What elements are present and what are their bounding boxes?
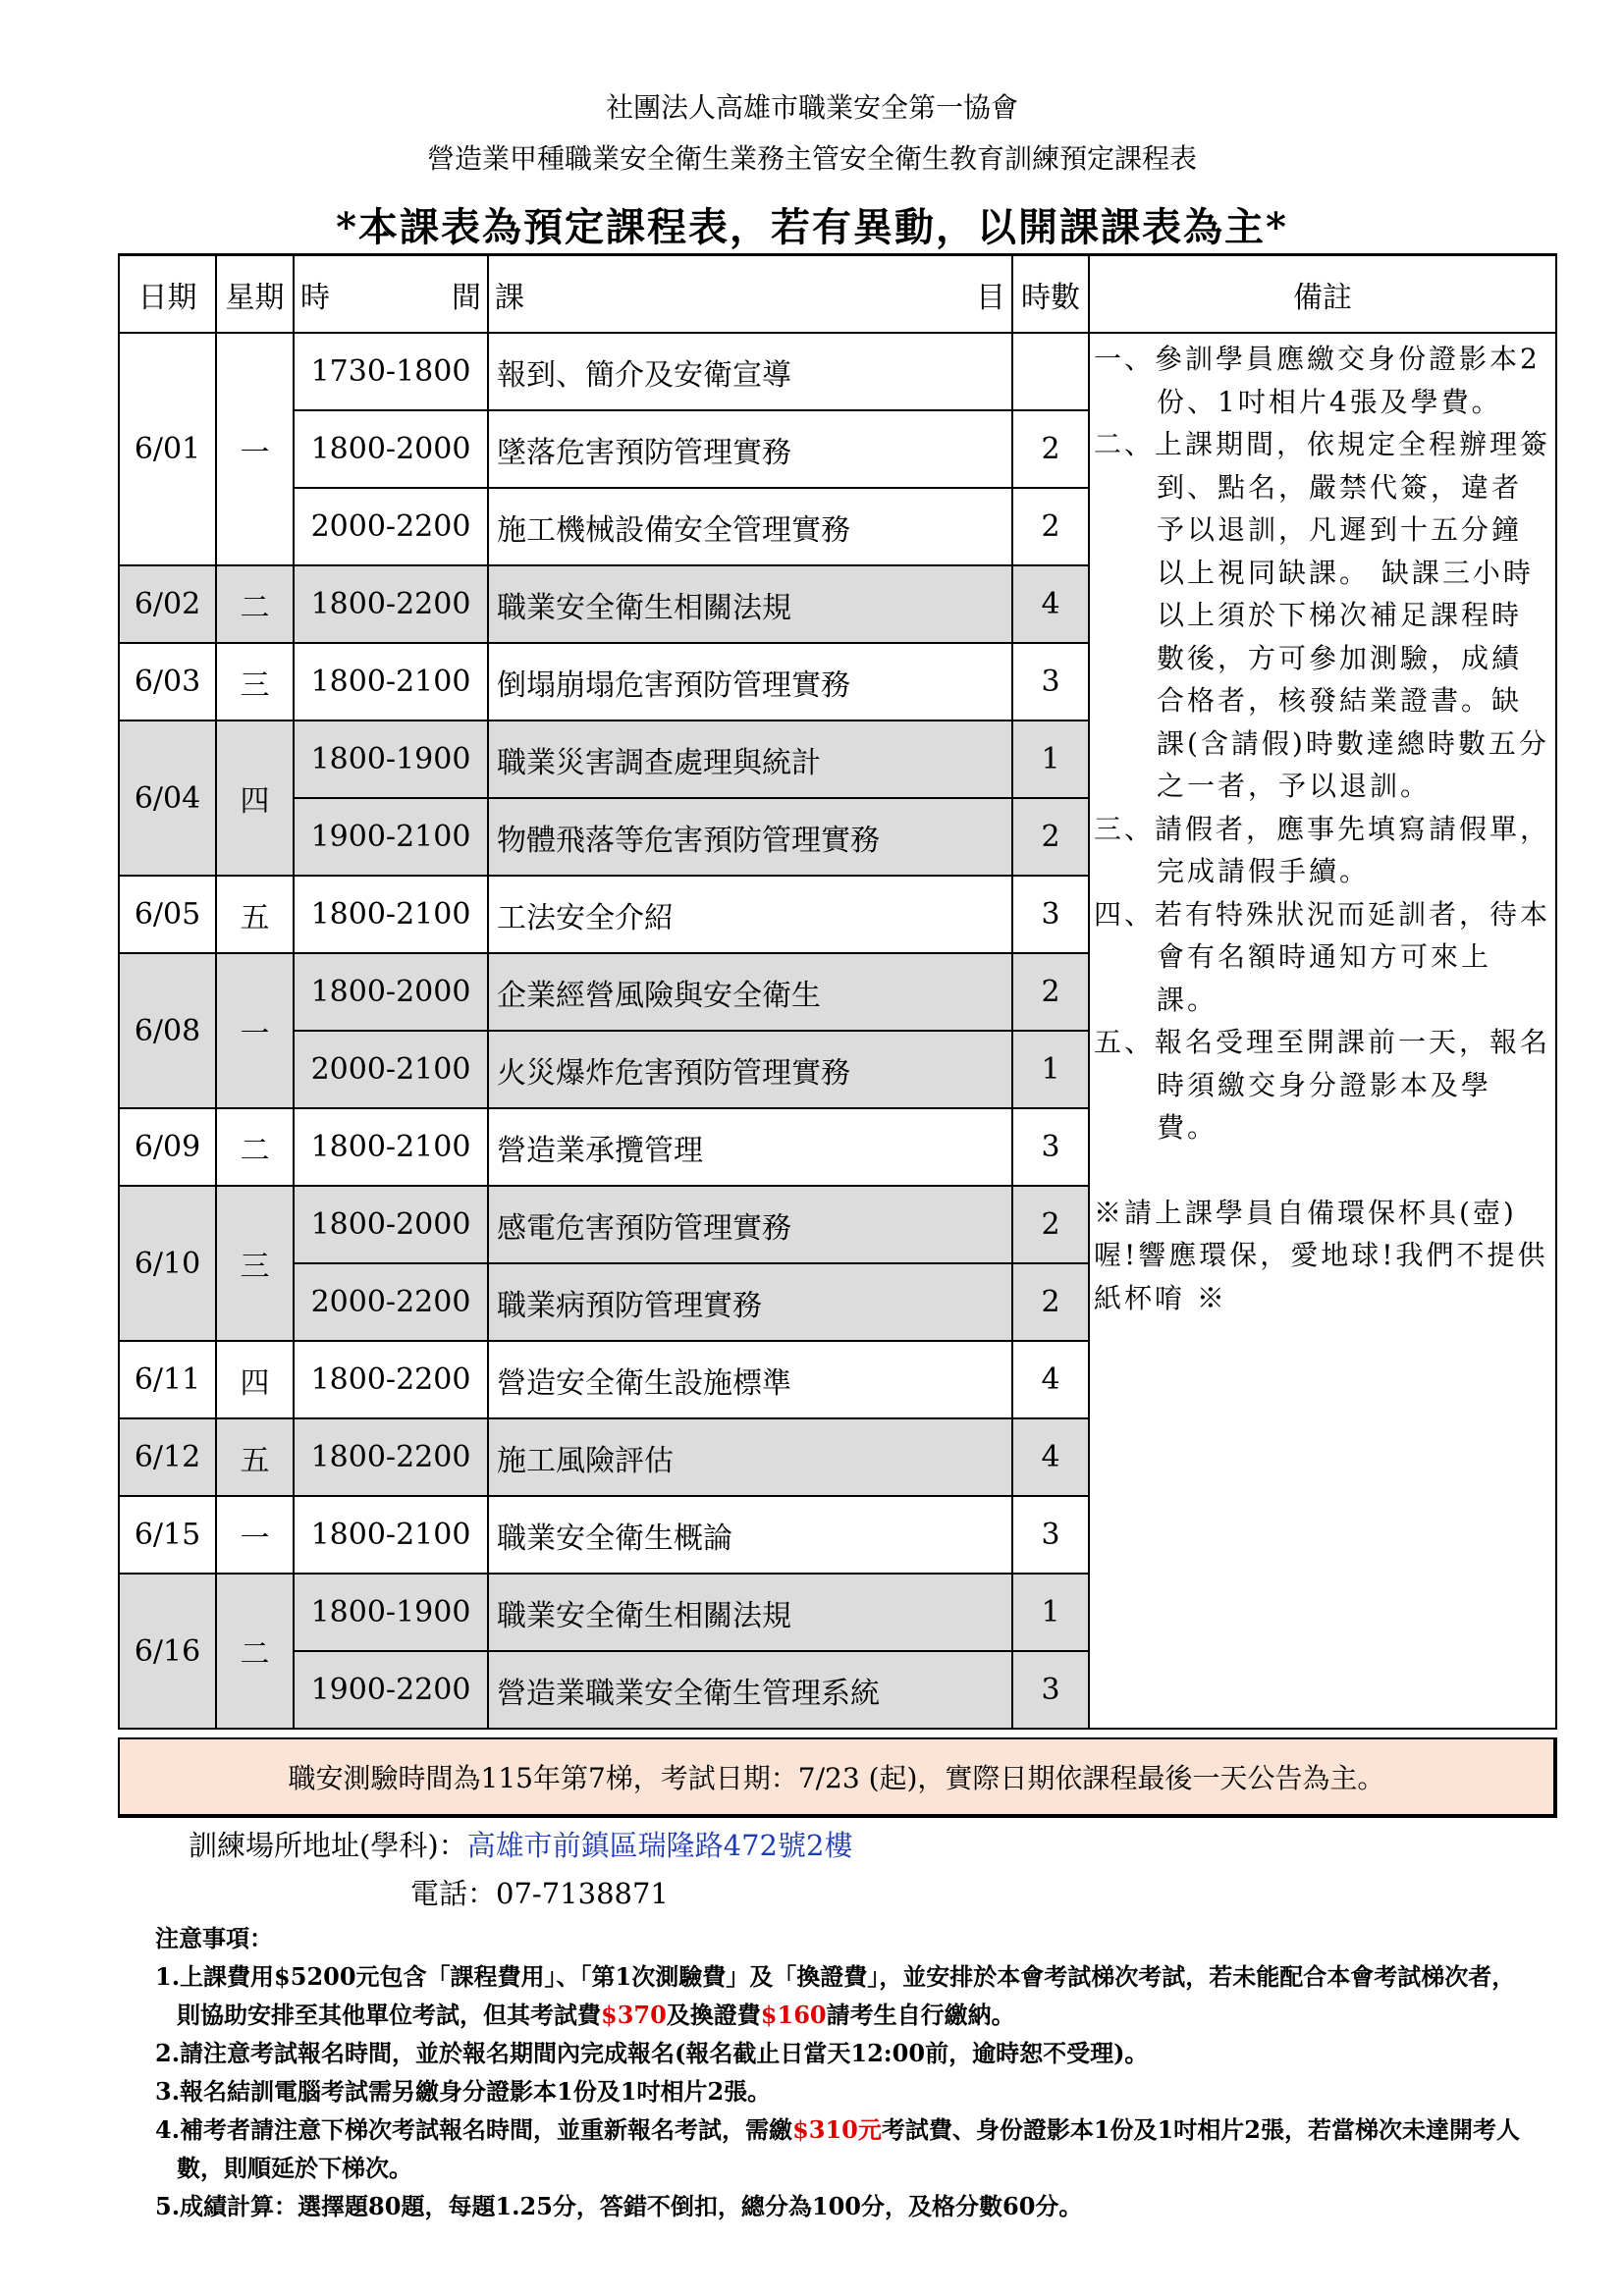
note-5: 5.成績計算：選擇題80題，每題1.25分，答錯不倒扣，總分為100分，及格分數60分。 [155,2192,1083,2220]
time-cell: 2000-2200 [294,1263,488,1341]
header-hours: 時數 [1012,255,1089,334]
course-schedule-table [118,253,1557,1730]
note-4 [155,2110,1530,2187]
time-cell: 2000-2200 [294,488,488,565]
header-weekday: 星期 [216,255,294,334]
course-cell: 職業安全衛生相關法規 [488,565,1012,643]
remark-item: 一、參訓學員應繳交身份證影本2份、1吋相片4張及學費。 [1094,343,1541,418]
hours-cell: 2 [1012,798,1089,876]
hours-cell: 1 [1012,1574,1089,1651]
hours-cell: 2 [1012,1263,1089,1341]
note-1-exam-fee: $370 [601,2001,667,2029]
course-cell: 倒塌崩塌危害預防管理實務 [488,643,1012,721]
phone-label: 電話： [410,1877,497,1910]
header-course-b: 目 [976,280,1005,315]
date-cell: 6/09 [119,1108,216,1186]
hours-cell: 1 [1012,721,1089,798]
course-cell: 企業經營風險與安全衛生 [488,953,1012,1031]
remark-eco-cup: ※請上課學員自備環保杯具(壺)喔!響應環保，愛地球!我們不提供紙杯唷 ※ [1094,1196,1548,1314]
weekday-cell: 二 [216,565,294,643]
time-cell: 1800-2100 [294,643,488,721]
hours-cell: 3 [1012,1108,1089,1186]
phone-value: 07-7138871 [496,1877,669,1910]
course-cell: 營造業承攬管理 [488,1108,1012,1186]
weekday-cell: 三 [216,1186,294,1341]
note-1-cert-fee: $160 [760,2001,827,2029]
header-date: 日期 [119,255,216,334]
course-cell: 營造業職業安全衛生管理系統 [488,1651,1012,1729]
training-address [189,1824,852,1864]
time-cell: 1800-2000 [294,410,488,488]
weekday-cell: 一 [216,1496,294,1574]
course-cell: 物體飛落等危害預防管理實務 [488,798,1012,876]
course-cell: 施工機械設備安全管理實務 [488,488,1012,565]
course-cell: 墜落危害預防管理實務 [488,410,1012,488]
header-time-a: 時 [300,280,330,315]
phone [410,1872,669,1912]
time-cell: 1800-2100 [294,1108,488,1186]
hours-cell [1012,333,1089,410]
hours-cell: 2 [1012,1186,1089,1263]
note-2: 2.請注意考試報名時間，並於報名期間內完成報名(報名截止日當天12:00前，逾時恕不受理)。 [155,2039,1149,2067]
remark-item: 二、上課期間，依規定全程辦理簽到、點名，嚴禁代簽，違者予以退訓，凡遲到十五分鐘以上視同缺課。 缺課三小時以上須於下梯次補足課程時數後，方可參加測驗，成績合格者，核發結業證書。缺課(含請假)時數達總時數五分之一者，予以退訓。 [1094,428,1551,802]
header-time [294,255,488,334]
time-cell: 1800-2100 [294,1496,488,1574]
note-4-fee: $310元 [792,2115,882,2144]
time-cell: 1800-1900 [294,1574,488,1651]
header-course-a: 課 [495,280,524,315]
date-cell: 6/11 [119,1341,216,1418]
remark-item: 四、若有特殊狀況而延訓者，待本會有名額時通知方可來上課。 [1094,897,1551,1016]
date-cell: 6/10 [119,1186,216,1341]
hours-cell: 4 [1012,565,1089,643]
hours-cell: 3 [1012,876,1089,953]
date-cell: 6/05 [119,876,216,953]
date-cell: 6/16 [119,1574,216,1729]
time-cell: 1800-2200 [294,565,488,643]
exam-info-banner: 職安測驗時間為115年第7梯，考試日期：7/23 (起)，實際日期依課程最後一天公告為主。 [118,1737,1557,1818]
weekday-cell: 二 [216,1574,294,1729]
course-cell: 職業安全衛生相關法規 [488,1574,1012,1651]
time-cell: 1800-2000 [294,1186,488,1263]
weekday-cell: 二 [216,1108,294,1186]
time-cell: 1800-2200 [294,1341,488,1418]
header-course [488,255,1012,334]
time-cell: 1800-1900 [294,721,488,798]
weekday-cell: 五 [216,876,294,953]
time-cell: 1900-2200 [294,1651,488,1729]
weekday-cell: 四 [216,1341,294,1418]
note-4-b: 考試費、身份證影本1份及1吋相片2張，若當梯次未達開考人數，則順延於下梯次。 [177,2115,1520,2182]
course-cell: 營造安全衛生設施標準 [488,1341,1012,1418]
note-1-a: 1.上課費用$5200元包含「課程費用」、「第1次測驗費」及「換證費」，並安排於本會考試梯次考試，若未能配合本會考試梯次者，則協助安排至其他單位考試，但其考試費 [155,1962,1516,2029]
date-cell: 6/04 [119,721,216,876]
remark-item: 三、請假者，應事先填寫請假單，完成請假手續。 [1094,812,1551,887]
table-row [119,333,1556,410]
note-3: 3.報名結訓電腦考試需另繳身分證影本1份及1吋相片2張。 [155,2077,772,2106]
course-cell: 報到、簡介及安衛宣導 [488,333,1012,410]
note-1-c: 請考生自行繳納。 [826,2001,1015,2029]
hours-cell: 3 [1012,1496,1089,1574]
course-cell: 職業病預防管理實務 [488,1263,1012,1341]
time-cell: 1730-1800 [294,333,488,410]
header-time-b: 間 [452,280,481,315]
time-cell: 2000-2100 [294,1031,488,1108]
weekday-cell: 一 [216,953,294,1108]
course-cell: 工法安全介紹 [488,876,1012,953]
table-header-row [119,255,1556,334]
time-cell: 1800-2200 [294,1418,488,1496]
remarks-cell [1089,333,1556,1729]
document-title: 營造業甲種職業安全衛生業務主管安全衛生教育訓練預定課程表 [426,142,1197,175]
notes-section [155,1919,1530,2225]
date-cell: 6/12 [119,1418,216,1496]
hours-cell: 2 [1012,410,1089,488]
hours-cell: 4 [1012,1418,1089,1496]
date-cell: 6/15 [119,1496,216,1574]
notes-title: 注意事項： [155,1924,273,1952]
note-1-b: 及換證費 [666,2001,761,2029]
course-cell: 施工風險評估 [488,1418,1012,1496]
time-cell: 1900-2100 [294,798,488,876]
hours-cell: 3 [1012,1651,1089,1729]
time-cell: 1800-2000 [294,953,488,1031]
hours-cell: 2 [1012,488,1089,565]
weekday-cell: 三 [216,643,294,721]
hours-cell: 3 [1012,643,1089,721]
course-cell: 感電危害預防管理實務 [488,1186,1012,1263]
date-cell: 6/03 [119,643,216,721]
note-1 [155,1957,1530,2034]
address-value: 高雄市前鎮區瑞隆路472號2樓 [466,1829,853,1862]
hours-cell: 1 [1012,1031,1089,1108]
date-cell: 6/08 [119,953,216,1108]
date-cell: 6/02 [119,565,216,643]
hours-cell: 2 [1012,953,1089,1031]
address-label: 訓練場所地址(學科)： [189,1829,467,1862]
note-4-a: 4.補考者請注意下梯次考試報名時間，並重新報名考試，需繳 [155,2115,793,2144]
course-cell: 職業安全衛生概論 [488,1496,1012,1574]
time-cell: 1800-2100 [294,876,488,953]
remark-item: 五、報名受理至開課前一天，報名時須繳交身分證影本及學費。 [1094,1026,1551,1144]
course-cell: 職業災害調查處理與統計 [488,721,1012,798]
date-cell: 6/01 [119,333,216,565]
weekday-cell: 五 [216,1418,294,1496]
course-cell: 火災爆炸危害預防管理實務 [488,1031,1012,1108]
hours-cell: 4 [1012,1341,1089,1418]
schedule-notice: *本課表為預定課程表，若有異動，以開課課表為主* [336,204,1288,250]
weekday-cell: 一 [216,333,294,565]
weekday-cell: 四 [216,721,294,876]
header-remarks: 備註 [1089,255,1556,334]
org-name: 社團法人高雄市職業安全第一協會 [605,91,1018,124]
